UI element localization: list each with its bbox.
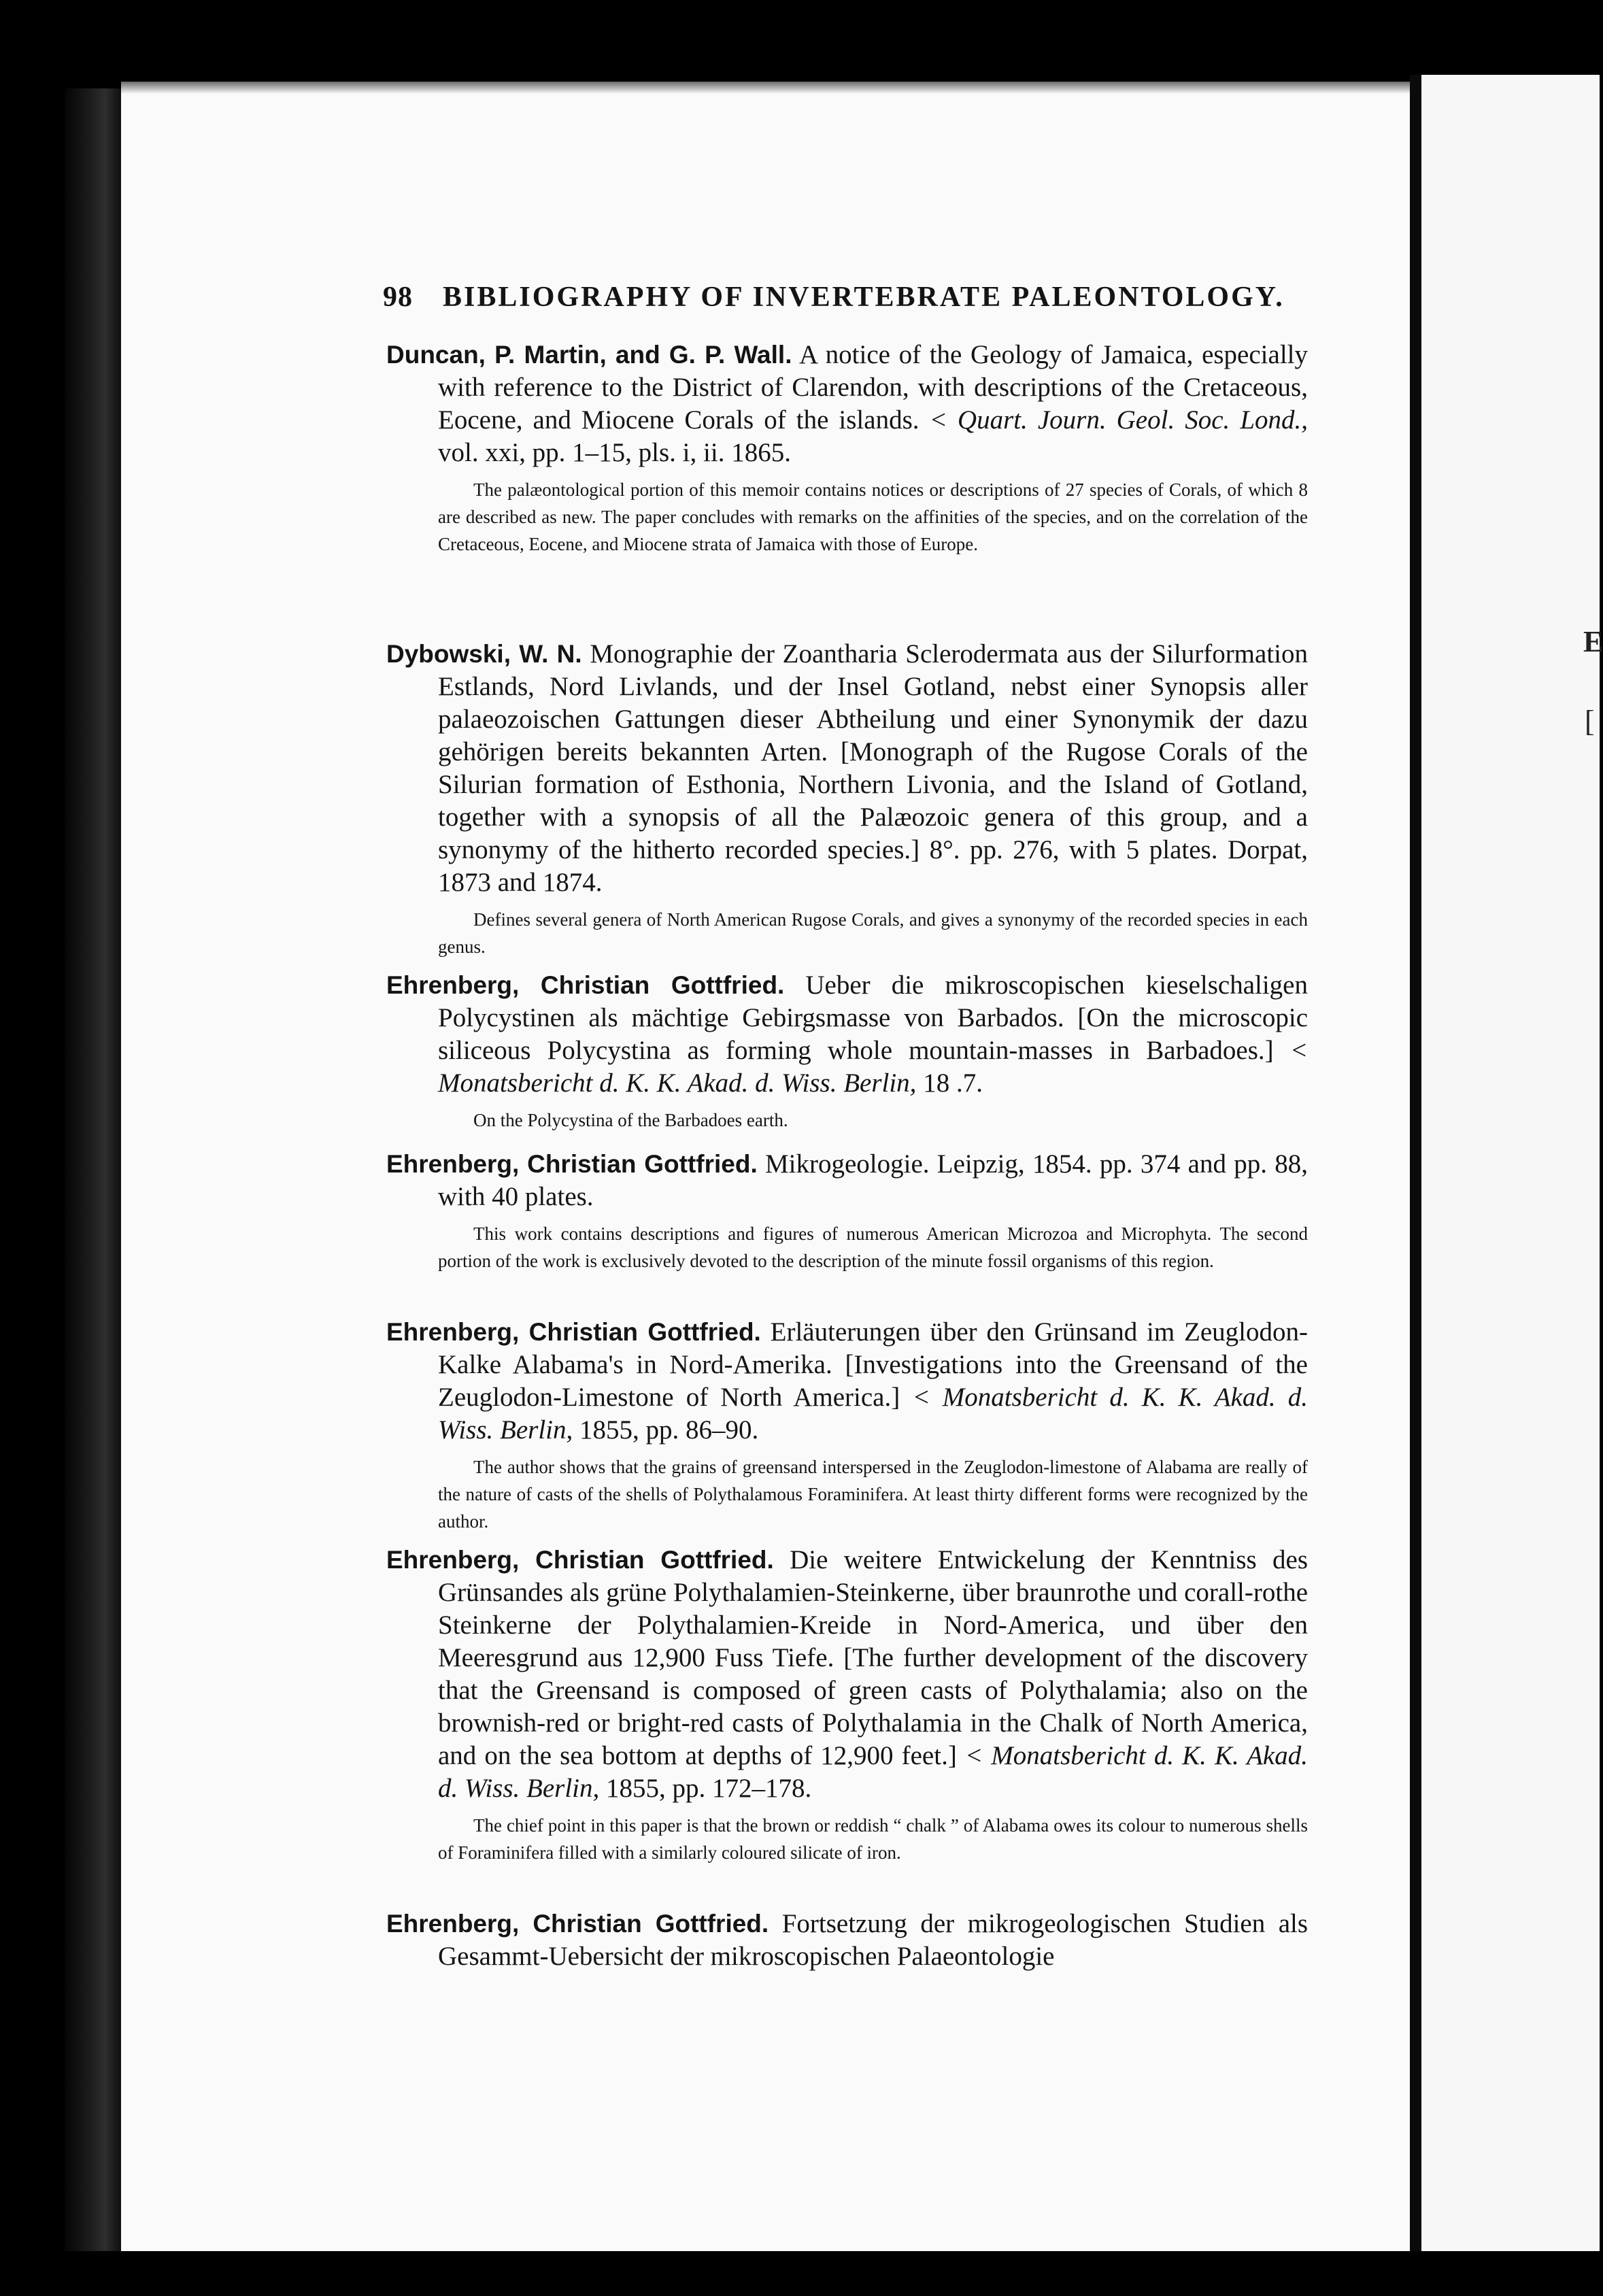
entry-details: 18 .7. bbox=[923, 1068, 983, 1098]
entry-title: A notice of the Geology of Jamaica, especially with reference to the District of Clarendon, with descriptions of the Cretaceous, Eocene, and Miocene Corals of the islands. bbox=[438, 340, 1308, 435]
entry-author: Duncan, P. Martin, and G. P. Wall. bbox=[386, 341, 792, 369]
entry-title: Ueber die mikroscopischen kieselschaligen Polycystinen als mächtige Gebirgsmasse von Barbados. [On the microscopic siliceous Polycystina as forming whole mountain-masses in Barbadoes.] bbox=[438, 970, 1308, 1065]
entry-author: Ehrenberg, Christian Gottfried. bbox=[386, 1546, 774, 1574]
entry-note: Defines several genera of North American Rugose Corals, and gives a synonymy of the recorded species in each genus. bbox=[438, 909, 1308, 957]
book-binding bbox=[65, 88, 122, 2251]
page-number: 98 bbox=[383, 282, 413, 313]
entry-details: 1855, pp. 86–90. bbox=[579, 1415, 759, 1445]
page-top-shadow bbox=[121, 82, 1410, 94]
entry-source: < Monatsbericht d. K. K. Akad. d. Wiss. Berlin, bbox=[438, 1383, 1308, 1445]
entry-note: The chief point in this paper is that the brown or reddish “ chalk ” of Alabama owes its colour to numerous shells of Foraminifera filled with a similarly coloured silicate of iron. bbox=[438, 1815, 1308, 1863]
bibliography-entry bbox=[386, 969, 1308, 1134]
entry-note: This work contains descriptions and figures of numerous American Microzoa and Microphyta. The second portion of the work is exclusively devoted to the description of the minute fossil organisms of this region. bbox=[438, 1223, 1308, 1271]
entry-author: Ehrenberg, Christian Gottfried. bbox=[386, 971, 785, 999]
entry-author: Dybowski, W. N. bbox=[386, 640, 582, 668]
entry-title: Erläuterungen über den Grünsand im Zeuglodon-Kalke Alabama's in Nord-Amerika. [Investigations into the Greensand of the Zeuglodon-Limestone of North America.] bbox=[438, 1317, 1308, 1412]
bibliography-entry bbox=[386, 1316, 1308, 1535]
entry-citation bbox=[386, 1148, 1308, 1213]
entry-citation bbox=[386, 969, 1308, 1100]
entry-title: Die weitere Entwickelung der Kenntniss des Grünsandes als grüne Polythalamien-Steinkerne, über braunrothe und corall-rothe Steinkerne der Polythalamien-Kreide in Nord-America, und über den Meeresgrund aus 12,900 Fuss Tiefe. [The further development of the discovery that the Greensand is composed of green casts of Polythalamia; also on the brownish-red or bright-red casts of Polythalamia in the Chalk of North America, and on the sea bottom at depths of 12,900 feet.] bbox=[438, 1545, 1309, 1770]
bibliography-entry bbox=[386, 638, 1308, 960]
entry-author: Ehrenberg, Christian Gottfried. bbox=[386, 1150, 758, 1178]
entry-details: 1855, pp. 172–178. bbox=[606, 1774, 812, 1803]
page-gutter bbox=[1410, 75, 1421, 2251]
bibliography-entry bbox=[386, 339, 1308, 558]
entry-note: The palæontological portion of this memoir contains notices or descriptions of 27 species of Corals, of which 8 are described as new. The paper concludes with remarks on the affinities of the species, and on the correlation of the Cretaceous, Eocene, and Miocene strata of Jamaica with those of Europe. bbox=[438, 479, 1308, 554]
entry-author: Ehrenberg, Christian Gottfried. bbox=[386, 1910, 769, 1938]
entry-note: The author shows that the grains of greensand interspersed in the Zeuglodon-limestone of Alabama are really of the nature of casts of the shells of Polythalamous Foraminifera. At least thirty different forms were recognized by the author. bbox=[438, 1457, 1308, 1532]
entry-citation bbox=[386, 1316, 1308, 1447]
facing-page-edge bbox=[1421, 75, 1600, 2251]
entry-citation bbox=[386, 1544, 1308, 1805]
running-title: BIBLIOGRAPHY OF INVERTEBRATE PALEONTOLOGY. bbox=[443, 282, 1285, 313]
bibliography-entry bbox=[386, 1148, 1308, 1274]
entry-details: vol. xxi, pp. 1–15, pls. i, ii. 1865. bbox=[438, 438, 791, 467]
entry-source: < Monatsbericht d. K. K. Akad. d. Wiss. Berlin, bbox=[438, 1036, 1309, 1098]
running-head bbox=[383, 281, 1301, 314]
entry-title: Fortsetzung der mikrogeologischen Studien als Gesammt-Uebersicht der mikroscopischen Palaeontologie bbox=[438, 1909, 1309, 1971]
entry-note: On the Polycystina of the Barbadoes earth. bbox=[473, 1110, 788, 1130]
entry-author: Ehrenberg, Christian Gottfried. bbox=[386, 1318, 761, 1346]
entry-source: < Quart. Journ. Geol. Soc. Lond., bbox=[929, 405, 1309, 435]
bibliography-entry bbox=[386, 1544, 1308, 1866]
facing-page-fragment: E bbox=[1583, 625, 1603, 658]
facing-page-fragment: [ bbox=[1585, 705, 1595, 738]
entry-title: Mikrogeologie. Leipzig, 1854. pp. 374 and pp. 88, with 40 plates. bbox=[438, 1149, 1309, 1211]
entry-source: < Monatsbericht d. K. K. Akad. d. Wiss. Berlin, bbox=[438, 1741, 1308, 1803]
entry-citation bbox=[386, 638, 1308, 899]
entry-citation bbox=[386, 339, 1308, 469]
bibliography-entry bbox=[386, 1908, 1308, 1973]
entry-citation bbox=[386, 1908, 1308, 1973]
entry-title: Monographie der Zoantharia Sclerodermata aus der Silurformation Estlands, Nord Livlands, und der Insel Gotland, nebst einer Synopsis aller palaeozoischen Gattungen dieser Abtheilung und einer Synonymik der dazu gehörigen bereits bekannten Arten. [Monograph of the Rugose Corals of the Silurian formation of Esthonia, Northern Livonia, and the Island of Gotland, together with a synopsis of all the Palæozoic genera of this group, and a synonymy of the hitherto recorded species.] 8°. pp. 276, with 5 plates. Dorpat, 1873 and 1874. bbox=[438, 639, 1308, 897]
